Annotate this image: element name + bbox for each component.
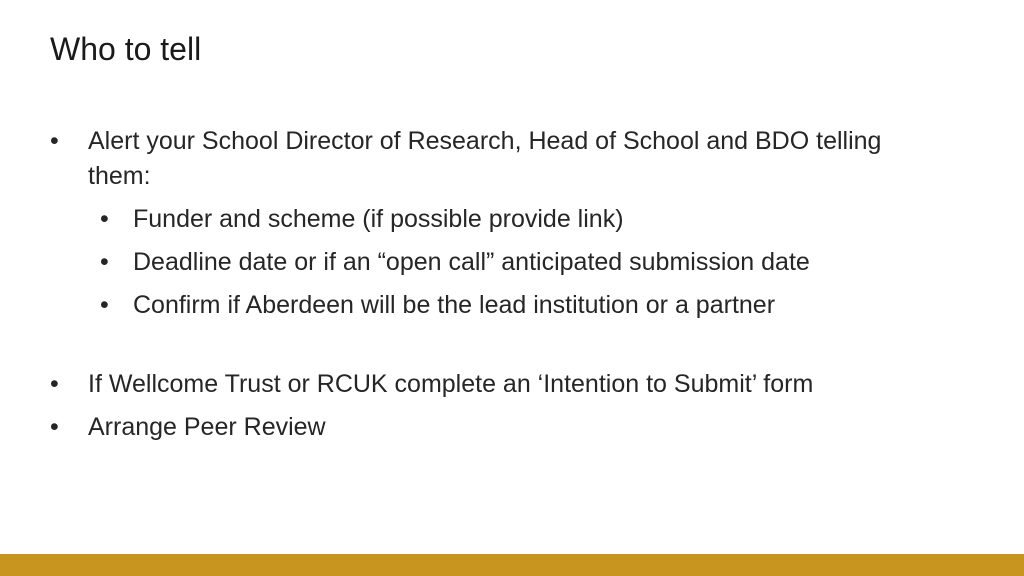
slide-content	[50, 124, 950, 445]
spacer	[50, 323, 950, 367]
sub-bullet-text: Deadline date or if an “open call” anticipated submission date	[133, 248, 810, 276]
spacer	[50, 402, 950, 410]
sub-bullet-item	[50, 202, 950, 237]
bullet-icon: •	[50, 127, 59, 155]
sub-bullet-item	[50, 288, 950, 323]
bullet-item	[50, 410, 950, 445]
bullet-item	[50, 367, 950, 402]
bullet-icon: •	[100, 205, 109, 233]
bullet-icon: •	[50, 370, 59, 398]
bullet-icon: •	[100, 248, 109, 276]
bullet-text: Alert your School Director of Research, Head of School and BDO telling them:	[88, 127, 882, 190]
slide-title: Who to tell	[50, 31, 202, 67]
bullet-icon: •	[50, 413, 59, 441]
sub-bullet-item	[50, 245, 950, 280]
sub-bullet-text: Confirm if Aberdeen will be the lead institution or a partner	[133, 291, 776, 319]
bullet-item	[50, 124, 950, 194]
bullet-text: Arrange Peer Review	[88, 413, 326, 441]
bullet-icon: •	[100, 291, 109, 319]
sub-bullet-text: Funder and scheme (if possible provide link)	[133, 205, 624, 233]
footer-accent-bar	[0, 554, 1024, 576]
bullet-text: If Wellcome Trust or RCUK complete an ‘Intention to Submit’ form	[88, 370, 814, 398]
